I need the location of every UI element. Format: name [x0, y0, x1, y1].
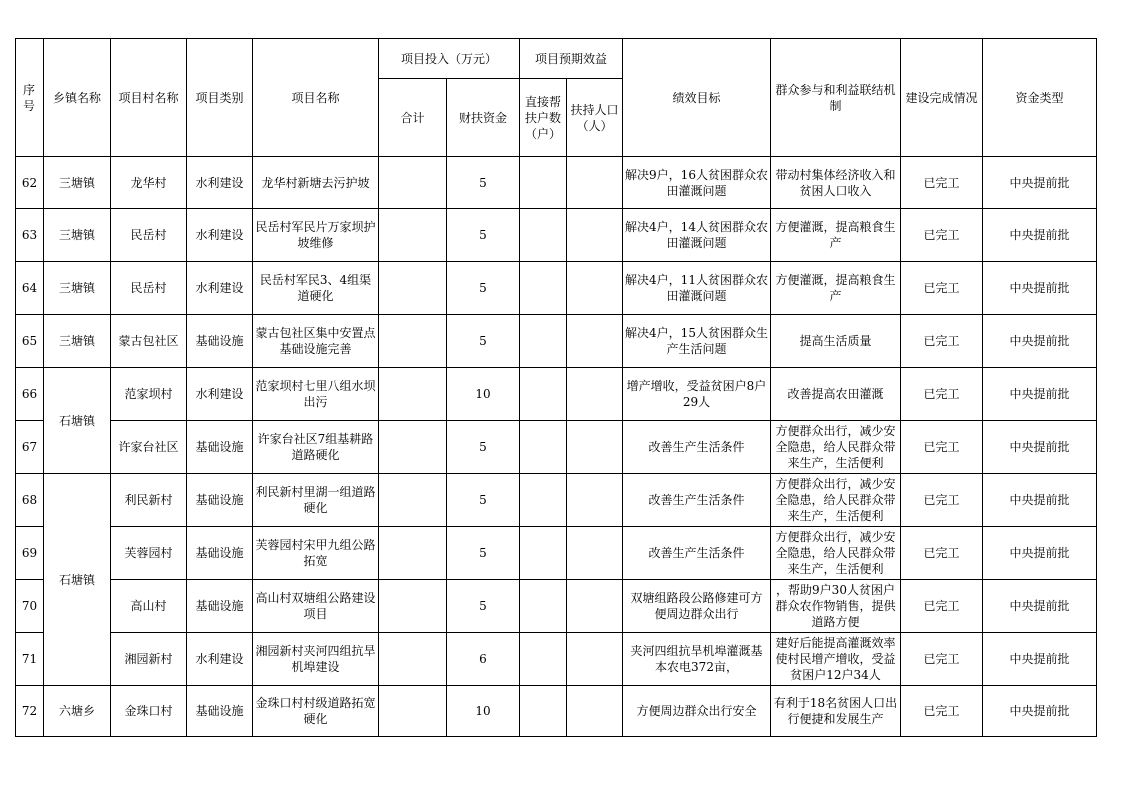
fund-type-cell: 中央提前批 — [983, 368, 1097, 421]
households-cell — [520, 368, 567, 421]
category-cell: 水利建设 — [187, 157, 253, 209]
people-cell — [567, 633, 623, 686]
completion-cell: 已完工 — [901, 474, 983, 527]
completion-cell: 已完工 — [901, 262, 983, 315]
fund-type-cell: 中央提前批 — [983, 474, 1097, 527]
mechanism-text: 方便群众出行，减少安全隐患，给人民群众带来生产，生活便利 — [775, 424, 896, 470]
mechanism-cell — [771, 474, 901, 527]
header-total: 合计 — [379, 79, 447, 157]
fund-type-cell: 中央提前批 — [983, 580, 1097, 633]
total-cell — [379, 633, 447, 686]
category-cell: 基础设施 — [187, 527, 253, 580]
project-table — [15, 38, 1097, 737]
header-support-people: 扶持人口（人） — [567, 79, 623, 157]
people-cell — [567, 157, 623, 209]
mechanism-text: 方便群众出行，减少安全隐患，给人民群众带来生产，生活便利 — [775, 530, 896, 576]
fiscal-cell: 5 — [447, 209, 520, 262]
mechanism-cell: 方便灌溉，提高粮食生产 — [771, 262, 901, 315]
fiscal-cell: 5 — [447, 421, 520, 474]
households-cell — [520, 262, 567, 315]
completion-cell: 已完工 — [901, 527, 983, 580]
total-cell — [379, 209, 447, 262]
households-cell — [520, 315, 567, 368]
mechanism-cell — [771, 421, 901, 474]
seq-cell: 63 — [16, 209, 44, 262]
village-cell: 金珠口村 — [111, 686, 187, 737]
header-benefit-group: 项目预期效益 — [520, 39, 623, 79]
project-cell: 湘园新村夹河四组抗旱机埠建设 — [253, 633, 379, 686]
header-completion: 建设完成情况 — [901, 39, 983, 157]
fund-type-cell: 中央提前批 — [983, 633, 1097, 686]
completion-cell: 已完工 — [901, 209, 983, 262]
households-cell — [520, 686, 567, 737]
people-cell — [567, 580, 623, 633]
header-seq: 序号 — [16, 39, 44, 157]
category-cell: 基础设施 — [187, 315, 253, 368]
project-cell: 高山村双塘组公路建设项目 — [253, 580, 379, 633]
seq-cell: 71 — [16, 633, 44, 686]
seq-cell: 69 — [16, 527, 44, 580]
total-cell — [379, 527, 447, 580]
category-cell: 水利建设 — [187, 368, 253, 421]
table-row — [16, 580, 1097, 633]
category-cell: 基础设施 — [187, 421, 253, 474]
fiscal-cell: 10 — [447, 368, 520, 421]
header-fund-type: 资金类型 — [983, 39, 1097, 157]
table-row — [16, 157, 1097, 209]
category-cell: 水利建设 — [187, 262, 253, 315]
town-cell: 三塘镇 — [44, 157, 111, 209]
town-cell: 三塘镇 — [44, 209, 111, 262]
table-row — [16, 527, 1097, 580]
completion-cell: 已完工 — [901, 315, 983, 368]
mechanism-text: 方便群众出行，减少安全隐患，给人民群众带来生产，生活便利 — [775, 477, 896, 523]
table-row — [16, 421, 1097, 474]
village-cell: 范家坝村 — [111, 368, 187, 421]
village-cell: 龙华村 — [111, 157, 187, 209]
total-cell — [379, 262, 447, 315]
fiscal-cell: 5 — [447, 157, 520, 209]
category-cell: 水利建设 — [187, 209, 253, 262]
people-cell — [567, 474, 623, 527]
target-cell: 增产增收，受益贫困户8户29人 — [623, 368, 771, 421]
households-cell — [520, 209, 567, 262]
project-cell: 许家台社区7组基耕路道路硬化 — [253, 421, 379, 474]
households-cell — [520, 527, 567, 580]
header-investment-group: 项目投入（万元） — [379, 39, 520, 79]
fiscal-cell: 6 — [447, 633, 520, 686]
target-cell: 方便周边群众出行安全 — [623, 686, 771, 737]
fiscal-cell: 10 — [447, 686, 520, 737]
mechanism-cell: 改善提高农田灌溉 — [771, 368, 901, 421]
households-cell — [520, 474, 567, 527]
table-row — [16, 474, 1097, 527]
total-cell — [379, 368, 447, 421]
target-cell: 改善生产生活条件 — [623, 474, 771, 527]
people-cell — [567, 368, 623, 421]
project-cell: 蒙古包社区集中安置点基础设施完善 — [253, 315, 379, 368]
fiscal-cell: 5 — [447, 262, 520, 315]
total-cell — [379, 580, 447, 633]
project-cell: 民岳村军民3、4组渠道硬化 — [253, 262, 379, 315]
fund-type-cell: 中央提前批 — [983, 262, 1097, 315]
fund-type-cell: 中央提前批 — [983, 421, 1097, 474]
fiscal-cell: 5 — [447, 315, 520, 368]
town-cell: 六塘乡 — [44, 686, 111, 737]
completion-cell: 已完工 — [901, 633, 983, 686]
table-row — [16, 368, 1097, 421]
category-cell: 基础设施 — [187, 474, 253, 527]
town-cell: 三塘镇 — [44, 262, 111, 315]
target-cell: 解决4户，15人贫困群众生产生活问题 — [623, 315, 771, 368]
people-cell — [567, 686, 623, 737]
seq-cell: 72 — [16, 686, 44, 737]
seq-cell: 65 — [16, 315, 44, 368]
project-cell: 范家坝村七里八组水坝出污 — [253, 368, 379, 421]
total-cell — [379, 157, 447, 209]
project-cell: 芙蓉园村宋甲九组公路拓宽 — [253, 527, 379, 580]
project-cell: 金珠口村村级道路拓宽硬化 — [253, 686, 379, 737]
total-cell — [379, 474, 447, 527]
target-cell: 解决4户，11人贫困群众农田灌溉问题 — [623, 262, 771, 315]
target-cell: 双塘组路段公路修建可方便周边群众出行 — [623, 580, 771, 633]
seq-cell: 62 — [16, 157, 44, 209]
households-cell — [520, 421, 567, 474]
mechanism-cell: ，帮助9户30人贫困户群众农作物销售，提供道路方便 — [771, 580, 901, 633]
header-project: 项目名称 — [253, 39, 379, 157]
mechanism-cell: 方便灌溉，提高粮食生产 — [771, 209, 901, 262]
fund-type-cell: 中央提前批 — [983, 686, 1097, 737]
households-cell — [520, 580, 567, 633]
table-row — [16, 686, 1097, 737]
project-cell: 民岳村军民片万家坝护坡维修 — [253, 209, 379, 262]
total-cell — [379, 686, 447, 737]
header-row — [16, 39, 1097, 79]
header-direct-households: 直接帮扶户数（户） — [520, 79, 567, 157]
village-cell: 蒙古包社区 — [111, 315, 187, 368]
people-cell — [567, 262, 623, 315]
completion-cell: 已完工 — [901, 421, 983, 474]
table-row — [16, 315, 1097, 368]
village-cell: 利民新村 — [111, 474, 187, 527]
fund-type-cell: 中央提前批 — [983, 157, 1097, 209]
village-cell: 许家台社区 — [111, 421, 187, 474]
households-cell — [520, 157, 567, 209]
total-cell — [379, 421, 447, 474]
fiscal-cell: 5 — [447, 527, 520, 580]
village-cell: 芙蓉园村 — [111, 527, 187, 580]
completion-cell: 已完工 — [901, 157, 983, 209]
table-row — [16, 209, 1097, 262]
header-village: 项目村名称 — [111, 39, 187, 157]
completion-cell: 已完工 — [901, 368, 983, 421]
households-cell — [520, 633, 567, 686]
fund-type-cell: 中央提前批 — [983, 527, 1097, 580]
mechanism-cell: 有利于18名贫困人口出行便捷和发展生产 — [771, 686, 901, 737]
people-cell — [567, 315, 623, 368]
target-cell: 解决4户，14人贫困群众农田灌溉问题 — [623, 209, 771, 262]
town-cell: 石塘镇 — [44, 368, 111, 474]
town-cell: 三塘镇 — [44, 315, 111, 368]
table-row — [16, 633, 1097, 686]
fund-type-cell: 中央提前批 — [983, 315, 1097, 368]
fund-type-cell: 中央提前批 — [983, 209, 1097, 262]
table-row — [16, 262, 1097, 315]
completion-cell: 已完工 — [901, 580, 983, 633]
seq-cell: 66 — [16, 368, 44, 421]
seq-cell: 70 — [16, 580, 44, 633]
category-cell: 基础设施 — [187, 686, 253, 737]
category-cell: 水利建设 — [187, 633, 253, 686]
village-cell: 民岳村 — [111, 262, 187, 315]
mechanism-cell: 带动村集体经济收入和贫困人口收入 — [771, 157, 901, 209]
project-cell: 龙华村新塘去污护坡 — [253, 157, 379, 209]
completion-cell: 已完工 — [901, 686, 983, 737]
header-mechanism: 群众参与和利益联结机制 — [771, 39, 901, 157]
target-cell: 改善生产生活条件 — [623, 527, 771, 580]
mechanism-cell: 提高生活质量 — [771, 315, 901, 368]
header-target: 绩效目标 — [623, 39, 771, 157]
mechanism-cell — [771, 527, 901, 580]
target-cell: 解决9户，16人贫困群众农田灌溉问题 — [623, 157, 771, 209]
header-town: 乡镇名称 — [44, 39, 111, 157]
seq-cell: 64 — [16, 262, 44, 315]
people-cell — [567, 209, 623, 262]
fiscal-cell: 5 — [447, 474, 520, 527]
seq-cell: 68 — [16, 474, 44, 527]
header-fiscal: 财扶资金 — [447, 79, 520, 157]
target-cell: 改善生产生活条件 — [623, 421, 771, 474]
village-cell: 高山村 — [111, 580, 187, 633]
category-cell: 基础设施 — [187, 580, 253, 633]
target-cell: 夹河四组抗旱机埠灌溉基本农电372亩， — [623, 633, 771, 686]
people-cell — [567, 527, 623, 580]
village-cell: 湘园新村 — [111, 633, 187, 686]
header-category: 项目类别 — [187, 39, 253, 157]
mechanism-cell: 建好后能提高灌溉效率使村民增产增收，受益贫困户12户34人 — [771, 633, 901, 686]
total-cell — [379, 315, 447, 368]
town-cell: 石塘镇 — [44, 474, 111, 686]
seq-cell: 67 — [16, 421, 44, 474]
people-cell — [567, 421, 623, 474]
village-cell: 民岳村 — [111, 209, 187, 262]
project-cell: 利民新村里湖一组道路硬化 — [253, 474, 379, 527]
fiscal-cell: 5 — [447, 580, 520, 633]
